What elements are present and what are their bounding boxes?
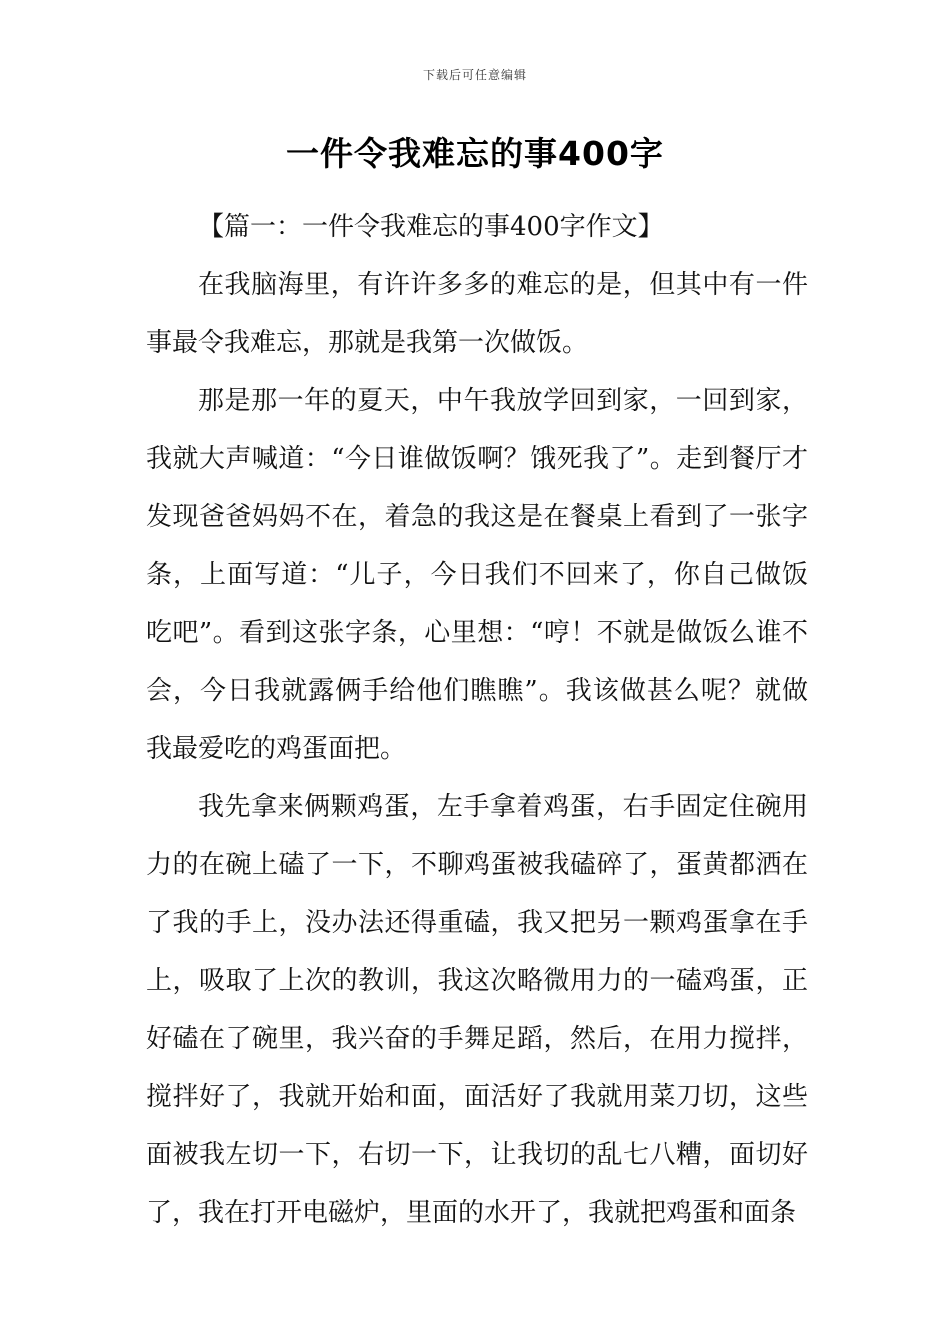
document-body bbox=[146, 198, 808, 1242]
document-title: 一件令我难忘的事400字 bbox=[286, 134, 664, 173]
paragraph-1: 在我脑海里，有许许多多的难忘的是，但其中有一件事最令我难忘，那就是我第一次做饭。 bbox=[146, 270, 808, 358]
paragraph-2: 那是那一年的夏天，中午我放学回到家，一回到家，我就大声喊道：“今日谁做饭啊？饿死我了”。走到餐厅才发现爸爸妈妈不在，着急的我这是在餐桌上看到了一张字条，上面写道：“儿子，今日我们不回来了，你自己做饭吃吧”。看到这张字条，心里想：“哼！不就是做饭么谁不会，今日我就露俩手给他们瞧瞧”。我该做甚么呢？就做我最爱吃的鸡蛋面把。 bbox=[146, 386, 808, 764]
header-note: 下载后可任意编辑 bbox=[422, 68, 527, 82]
paragraph-3: 我先拿来俩颗鸡蛋，左手拿着鸡蛋，右手固定住碗用力的在碗上磕了一下，不聊鸡蛋被我磕碎了，蛋黄都洒在了我的手上，没办法还得重磕，我又把另一颗鸡蛋拿在手上，吸取了上次的教训，我这次略微用力的一磕鸡蛋，正好磕在了碗里，我兴奋的手舞足蹈，然后，在用力搅拌，搅拌好了，我就开始和面，面活好了我就用菜刀切，这些面被我左切一下，右切一下，让我切的乱七八糟，面切好了，我在打开电磁炉，里面的水开了，我就把鸡蛋和面条 bbox=[146, 792, 808, 1228]
section-heading: 【篇一：一件令我难忘的事400字作文】 bbox=[198, 212, 664, 242]
